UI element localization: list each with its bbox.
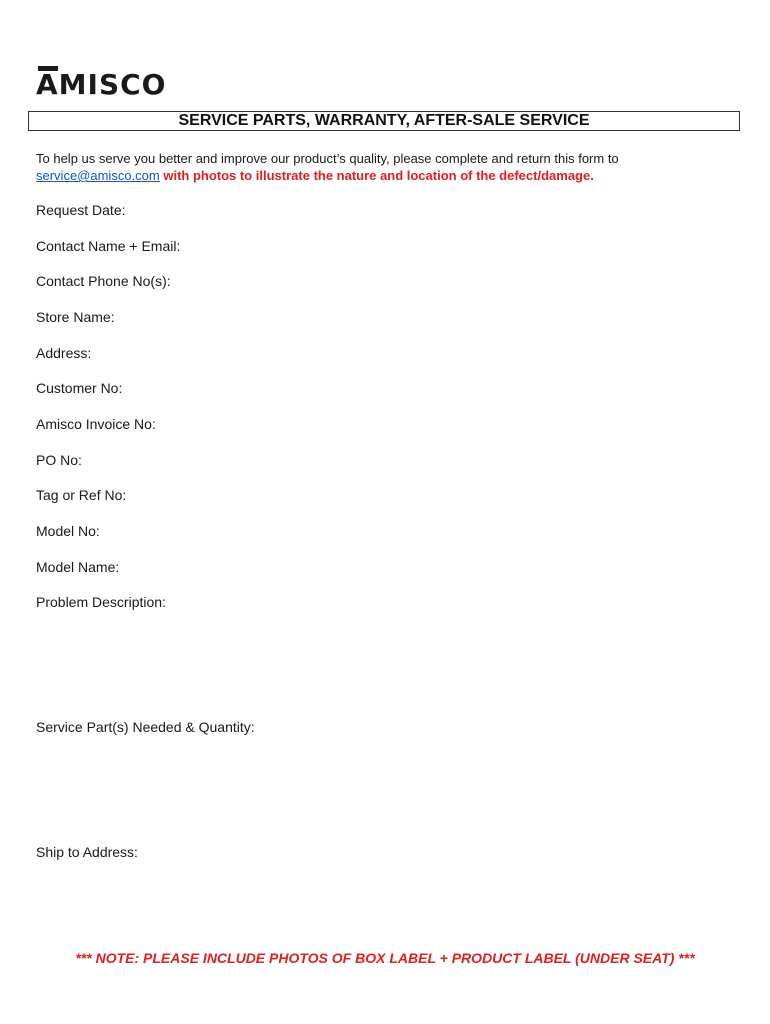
logo-text: AMISCO <box>36 68 167 101</box>
invoice-no-label: Amisco Invoice No: <box>36 416 156 432</box>
store-name-label: Store Name: <box>36 309 115 325</box>
model-no-label: Model No: <box>36 523 100 539</box>
service-parts-label: Service Part(s) Needed & Quantity: <box>36 719 255 735</box>
customer-no-label: Customer No: <box>36 380 123 396</box>
model-name-label: Model Name: <box>36 559 120 575</box>
photo-instruction: with photos to illustrate the nature and location of the defect/damage. <box>159 168 594 183</box>
request-date-label: Request Date: <box>36 202 126 218</box>
contact-name-email-label: Contact Name + Email: <box>36 238 181 254</box>
ship-to-address-label: Ship to Address: <box>36 844 138 860</box>
intro-text: To help us serve you better and improve our product’s quality, please complete and return this form to <box>36 151 619 166</box>
po-no-label: PO No: <box>36 452 82 468</box>
contact-phone-label: Contact Phone No(s): <box>36 273 171 289</box>
problem-description-label: Problem Description: <box>36 594 166 610</box>
photo-note: *** NOTE: PLEASE INCLUDE PHOTOS OF BOX LABEL + PRODUCT LABEL (UNDER SEAT) *** <box>75 950 695 966</box>
tag-ref-no-label: Tag or Ref No: <box>36 487 127 503</box>
service-email-link[interactable]: service@amisco.com <box>36 168 160 183</box>
address-label: Address: <box>36 345 92 361</box>
page-title: SERVICE PARTS, WARRANTY, AFTER-SALE SERVICE <box>28 111 740 131</box>
intro-paragraph <box>36 150 736 184</box>
